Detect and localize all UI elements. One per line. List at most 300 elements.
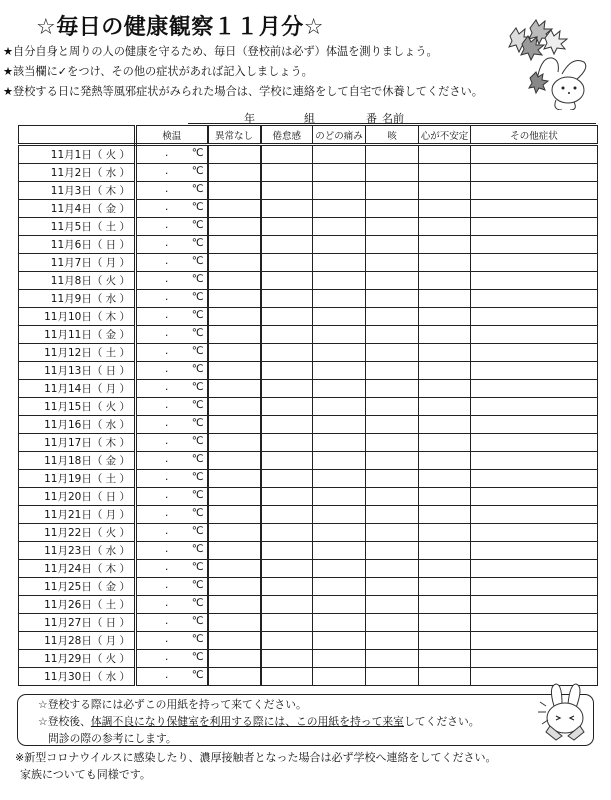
table-row bbox=[19, 344, 598, 362]
temperature-unit: ℃ bbox=[191, 399, 204, 411]
fatigue-cell[interactable] bbox=[261, 254, 313, 272]
unstable-mind-cell[interactable] bbox=[419, 254, 471, 272]
no-abnormality-cell[interactable] bbox=[208, 344, 261, 362]
fatigue-cell[interactable] bbox=[261, 272, 313, 290]
cough-cell[interactable] bbox=[366, 272, 419, 290]
other-symptoms-cell[interactable] bbox=[471, 326, 598, 344]
no-abnormality-cell[interactable] bbox=[208, 632, 261, 650]
no-abnormality-cell[interactable] bbox=[208, 362, 261, 380]
notice-line-3: 問診の際の参考にします。 bbox=[48, 732, 177, 745]
table-row bbox=[19, 632, 598, 650]
cough-cell[interactable] bbox=[366, 632, 419, 650]
temperature-unit: ℃ bbox=[191, 633, 204, 645]
temperature-unit: ℃ bbox=[191, 237, 204, 249]
unstable-mind-cell[interactable] bbox=[419, 164, 471, 182]
unstable-mind-cell[interactable] bbox=[419, 272, 471, 290]
temperature-cell[interactable] bbox=[136, 632, 208, 650]
other-symptoms-cell[interactable] bbox=[471, 145, 598, 164]
fatigue-cell[interactable] bbox=[261, 290, 313, 308]
no-abnormality-cell[interactable] bbox=[208, 182, 261, 200]
temperature-cell[interactable] bbox=[136, 398, 208, 416]
fatigue-cell[interactable] bbox=[261, 434, 313, 452]
fatigue-cell[interactable] bbox=[261, 452, 313, 470]
sore-throat-cell[interactable] bbox=[313, 506, 366, 524]
student-info-line bbox=[188, 111, 596, 124]
temperature-decimal-point: . bbox=[165, 273, 169, 285]
temperature-cell[interactable] bbox=[136, 614, 208, 632]
cough-cell[interactable] bbox=[366, 416, 419, 434]
cough-cell[interactable] bbox=[366, 218, 419, 236]
table-row bbox=[19, 380, 598, 398]
table-row bbox=[19, 560, 598, 578]
no-abnormality-cell[interactable] bbox=[208, 470, 261, 488]
temperature-decimal-point: . bbox=[165, 309, 169, 321]
fatigue-cell[interactable] bbox=[261, 164, 313, 182]
unstable-mind-cell[interactable] bbox=[419, 488, 471, 506]
cough-cell[interactable] bbox=[366, 362, 419, 380]
other-symptoms-cell[interactable] bbox=[471, 596, 598, 614]
other-symptoms-cell[interactable] bbox=[471, 182, 598, 200]
temperature-unit: ℃ bbox=[191, 345, 204, 357]
temperature-cell[interactable] bbox=[136, 524, 208, 542]
header-no-abnormality: 異常なし bbox=[208, 126, 261, 145]
unstable-mind-cell[interactable] bbox=[419, 650, 471, 668]
no-abnormality-cell[interactable] bbox=[208, 434, 261, 452]
row-date: 11月19日（ 土 ） bbox=[19, 470, 136, 488]
other-symptoms-cell[interactable] bbox=[471, 344, 598, 362]
other-symptoms-cell[interactable] bbox=[471, 200, 598, 218]
table-header-row bbox=[19, 126, 598, 145]
temperature-unit: ℃ bbox=[191, 489, 204, 501]
unstable-mind-cell[interactable] bbox=[419, 542, 471, 560]
no-abnormality-cell[interactable] bbox=[208, 668, 261, 686]
temperature-decimal-point: . bbox=[165, 597, 169, 609]
cough-cell[interactable] bbox=[366, 506, 419, 524]
cough-cell[interactable] bbox=[366, 236, 419, 254]
year-label: 年 bbox=[244, 112, 255, 125]
temperature-unit: ℃ bbox=[191, 363, 204, 375]
temperature-cell[interactable] bbox=[136, 362, 208, 380]
fatigue-cell[interactable] bbox=[261, 308, 313, 326]
temperature-unit: ℃ bbox=[191, 507, 204, 519]
row-date: 11月1日（ 火 ） bbox=[19, 145, 136, 164]
unstable-mind-cell[interactable] bbox=[419, 182, 471, 200]
sore-throat-cell[interactable] bbox=[313, 470, 366, 488]
other-symptoms-cell[interactable] bbox=[471, 470, 598, 488]
sore-throat-cell[interactable] bbox=[313, 542, 366, 560]
no-abnormality-cell[interactable] bbox=[208, 578, 261, 596]
header-sore-throat: のどの痛み bbox=[313, 126, 366, 145]
temperature-cell[interactable] bbox=[136, 200, 208, 218]
no-abnormality-cell[interactable] bbox=[208, 542, 261, 560]
fatigue-cell[interactable] bbox=[261, 470, 313, 488]
no-abnormality-cell[interactable] bbox=[208, 236, 261, 254]
unstable-mind-cell[interactable] bbox=[419, 398, 471, 416]
row-date: 11月17日（ 木 ） bbox=[19, 434, 136, 452]
sore-throat-cell[interactable] bbox=[313, 164, 366, 182]
cough-cell[interactable] bbox=[366, 578, 419, 596]
temperature-unit: ℃ bbox=[191, 273, 204, 285]
temperature-unit: ℃ bbox=[191, 543, 204, 555]
row-date: 11月18日（ 金 ） bbox=[19, 452, 136, 470]
other-symptoms-cell[interactable] bbox=[471, 362, 598, 380]
temperature-cell[interactable] bbox=[136, 596, 208, 614]
temperature-decimal-point: . bbox=[165, 579, 169, 591]
temperature-decimal-point: . bbox=[165, 219, 169, 231]
temperature-unit: ℃ bbox=[191, 291, 204, 303]
no-abnormality-cell[interactable] bbox=[208, 164, 261, 182]
temperature-cell[interactable] bbox=[136, 416, 208, 434]
unstable-mind-cell[interactable] bbox=[419, 145, 471, 164]
fatigue-cell[interactable] bbox=[261, 632, 313, 650]
table-row bbox=[19, 326, 598, 344]
table-row bbox=[19, 200, 598, 218]
temperature-decimal-point: . bbox=[165, 201, 169, 213]
sore-throat-cell[interactable] bbox=[313, 200, 366, 218]
temperature-cell[interactable] bbox=[136, 578, 208, 596]
temperature-unit: ℃ bbox=[191, 255, 204, 267]
sore-throat-cell[interactable] bbox=[313, 596, 366, 614]
cough-cell[interactable] bbox=[366, 290, 419, 308]
fatigue-cell[interactable] bbox=[261, 145, 313, 164]
cough-cell[interactable] bbox=[366, 650, 419, 668]
other-symptoms-cell[interactable] bbox=[471, 398, 598, 416]
fatigue-cell[interactable] bbox=[261, 650, 313, 668]
fatigue-cell[interactable] bbox=[261, 398, 313, 416]
sore-throat-cell[interactable] bbox=[313, 416, 366, 434]
fatigue-cell[interactable] bbox=[261, 326, 313, 344]
table-row bbox=[19, 290, 598, 308]
no-abnormality-cell[interactable] bbox=[208, 326, 261, 344]
notice-line-2 bbox=[38, 714, 480, 729]
temperature-cell[interactable] bbox=[136, 164, 208, 182]
unstable-mind-cell[interactable] bbox=[419, 344, 471, 362]
unstable-mind-cell[interactable] bbox=[419, 524, 471, 542]
fatigue-cell[interactable] bbox=[261, 596, 313, 614]
row-date: 11月13日（ 日 ） bbox=[19, 362, 136, 380]
temperature-decimal-point: . bbox=[165, 255, 169, 267]
cough-cell[interactable] bbox=[366, 560, 419, 578]
sore-throat-cell[interactable] bbox=[313, 272, 366, 290]
sore-throat-cell[interactable] bbox=[313, 380, 366, 398]
other-symptoms-cell[interactable] bbox=[471, 578, 598, 596]
cough-cell[interactable] bbox=[366, 145, 419, 164]
unstable-mind-cell[interactable] bbox=[419, 470, 471, 488]
sore-throat-cell[interactable] bbox=[313, 290, 366, 308]
temperature-cell[interactable] bbox=[136, 254, 208, 272]
cough-cell[interactable] bbox=[366, 398, 419, 416]
sore-throat-cell[interactable] bbox=[313, 452, 366, 470]
cough-cell[interactable] bbox=[366, 668, 419, 686]
unstable-mind-cell[interactable] bbox=[419, 200, 471, 218]
temperature-cell[interactable] bbox=[136, 308, 208, 326]
no-abnormality-cell[interactable] bbox=[208, 398, 261, 416]
sore-throat-cell[interactable] bbox=[313, 218, 366, 236]
sore-throat-cell[interactable] bbox=[313, 614, 366, 632]
table-row bbox=[19, 596, 598, 614]
temperature-cell[interactable] bbox=[136, 560, 208, 578]
table-row bbox=[19, 398, 598, 416]
footer-line-2: 家族についても同様です。 bbox=[20, 768, 151, 781]
other-symptoms-cell[interactable] bbox=[471, 218, 598, 236]
other-symptoms-cell[interactable] bbox=[471, 452, 598, 470]
cough-cell[interactable] bbox=[366, 164, 419, 182]
cough-cell[interactable] bbox=[366, 470, 419, 488]
unstable-mind-cell[interactable] bbox=[419, 578, 471, 596]
unstable-mind-cell[interactable] bbox=[419, 506, 471, 524]
fatigue-cell[interactable] bbox=[261, 236, 313, 254]
temperature-decimal-point: . bbox=[165, 327, 169, 339]
table-row bbox=[19, 650, 598, 668]
sore-throat-cell[interactable] bbox=[313, 488, 366, 506]
unstable-mind-cell[interactable] bbox=[419, 236, 471, 254]
cough-cell[interactable] bbox=[366, 452, 419, 470]
cough-cell[interactable] bbox=[366, 488, 419, 506]
fatigue-cell[interactable] bbox=[261, 200, 313, 218]
table-row bbox=[19, 164, 598, 182]
row-date: 11月22日（ 火 ） bbox=[19, 524, 136, 542]
unstable-mind-cell[interactable] bbox=[419, 452, 471, 470]
sore-throat-cell[interactable] bbox=[313, 182, 366, 200]
other-symptoms-cell[interactable] bbox=[471, 164, 598, 182]
temperature-unit: ℃ bbox=[191, 183, 204, 195]
temperature-cell[interactable] bbox=[136, 145, 208, 164]
temperature-cell[interactable] bbox=[136, 290, 208, 308]
row-date: 11月2日（ 水 ） bbox=[19, 164, 136, 182]
footer-line-1: ※新型コロナウイルスに感染したり、濃厚接触者となった場合は必ず学校へ連絡をしてください。 bbox=[15, 751, 497, 764]
temperature-cell[interactable] bbox=[136, 668, 208, 686]
rabbit-with-maple-leaves-icon bbox=[490, 14, 600, 110]
cough-cell[interactable] bbox=[366, 326, 419, 344]
other-symptoms-cell[interactable] bbox=[471, 506, 598, 524]
temperature-unit: ℃ bbox=[191, 615, 204, 627]
fatigue-cell[interactable] bbox=[261, 668, 313, 686]
table-row bbox=[19, 614, 598, 632]
unstable-mind-cell[interactable] bbox=[419, 614, 471, 632]
sore-throat-cell[interactable] bbox=[313, 578, 366, 596]
temperature-unit: ℃ bbox=[191, 669, 204, 681]
unstable-mind-cell[interactable] bbox=[419, 290, 471, 308]
table-row bbox=[19, 506, 598, 524]
fatigue-cell[interactable] bbox=[261, 560, 313, 578]
fatigue-cell[interactable] bbox=[261, 488, 313, 506]
cough-cell[interactable] bbox=[366, 200, 419, 218]
sore-throat-cell[interactable] bbox=[313, 668, 366, 686]
no-abnormality-cell[interactable] bbox=[208, 488, 261, 506]
no-abnormality-cell[interactable] bbox=[208, 272, 261, 290]
temperature-cell[interactable] bbox=[136, 218, 208, 236]
sore-throat-cell[interactable] bbox=[313, 362, 366, 380]
row-date: 11月29日（ 火 ） bbox=[19, 650, 136, 668]
fatigue-cell[interactable] bbox=[261, 614, 313, 632]
other-symptoms-cell[interactable] bbox=[471, 614, 598, 632]
temperature-unit: ℃ bbox=[191, 435, 204, 447]
cough-cell[interactable] bbox=[366, 542, 419, 560]
row-date: 11月15日（ 火 ） bbox=[19, 398, 136, 416]
unstable-mind-cell[interactable] bbox=[419, 434, 471, 452]
fatigue-cell[interactable] bbox=[261, 344, 313, 362]
sore-throat-cell[interactable] bbox=[313, 650, 366, 668]
no-abnormality-cell[interactable] bbox=[208, 308, 261, 326]
temperature-decimal-point: . bbox=[165, 345, 169, 357]
temperature-decimal-point: . bbox=[165, 669, 169, 681]
temperature-unit: ℃ bbox=[191, 309, 204, 321]
no-abnormality-cell[interactable] bbox=[208, 596, 261, 614]
temperature-unit: ℃ bbox=[191, 471, 204, 483]
temperature-decimal-point: . bbox=[165, 507, 169, 519]
fatigue-cell[interactable] bbox=[261, 218, 313, 236]
row-date: 11月9日（ 水 ） bbox=[19, 290, 136, 308]
temperature-decimal-point: . bbox=[165, 237, 169, 249]
temperature-unit: ℃ bbox=[191, 147, 204, 159]
sore-throat-cell[interactable] bbox=[313, 560, 366, 578]
fatigue-cell[interactable] bbox=[261, 578, 313, 596]
sore-throat-cell[interactable] bbox=[313, 344, 366, 362]
unstable-mind-cell[interactable] bbox=[419, 416, 471, 434]
unstable-mind-cell[interactable] bbox=[419, 326, 471, 344]
row-date: 11月4日（ 金 ） bbox=[19, 200, 136, 218]
fatigue-cell[interactable] bbox=[261, 416, 313, 434]
unstable-mind-cell[interactable] bbox=[419, 596, 471, 614]
sore-throat-cell[interactable] bbox=[313, 398, 366, 416]
cough-cell[interactable] bbox=[366, 434, 419, 452]
no-abnormality-cell[interactable] bbox=[208, 452, 261, 470]
temperature-cell[interactable] bbox=[136, 452, 208, 470]
notice-line-2-underlined: 体調不良になり保健室を利用する際には、この用紙を持って来室 bbox=[90, 715, 404, 728]
fatigue-cell[interactable] bbox=[261, 506, 313, 524]
temperature-cell[interactable] bbox=[136, 236, 208, 254]
row-date: 11月8日（ 火 ） bbox=[19, 272, 136, 290]
fatigue-cell[interactable] bbox=[261, 362, 313, 380]
no-abnormality-cell[interactable] bbox=[208, 290, 261, 308]
cough-cell[interactable] bbox=[366, 596, 419, 614]
temperature-cell[interactable] bbox=[136, 488, 208, 506]
fatigue-cell[interactable] bbox=[261, 380, 313, 398]
cough-cell[interactable] bbox=[366, 182, 419, 200]
row-date: 11月26日（ 土 ） bbox=[19, 596, 136, 614]
unstable-mind-cell[interactable] bbox=[419, 362, 471, 380]
other-symptoms-cell[interactable] bbox=[471, 380, 598, 398]
row-date: 11月27日（ 日 ） bbox=[19, 614, 136, 632]
temperature-cell[interactable] bbox=[136, 182, 208, 200]
no-abnormality-cell[interactable] bbox=[208, 218, 261, 236]
other-symptoms-cell[interactable] bbox=[471, 272, 598, 290]
temperature-decimal-point: . bbox=[165, 435, 169, 447]
table-row bbox=[19, 668, 598, 686]
table-row bbox=[19, 470, 598, 488]
fatigue-cell[interactable] bbox=[261, 182, 313, 200]
no-abnormality-cell[interactable] bbox=[208, 560, 261, 578]
table-row bbox=[19, 236, 598, 254]
other-symptoms-cell[interactable] bbox=[471, 524, 598, 542]
temperature-cell[interactable] bbox=[136, 650, 208, 668]
fatigue-cell[interactable] bbox=[261, 542, 313, 560]
sore-throat-cell[interactable] bbox=[313, 524, 366, 542]
unstable-mind-cell[interactable] bbox=[419, 308, 471, 326]
temperature-cell[interactable] bbox=[136, 434, 208, 452]
other-symptoms-cell[interactable] bbox=[471, 308, 598, 326]
cough-cell[interactable] bbox=[366, 524, 419, 542]
sore-throat-cell[interactable] bbox=[313, 434, 366, 452]
instruction-3: ★登校する日に発熱等風邪症状がみられた場合は、学校に連絡をして自宅で休養してください。 bbox=[3, 85, 483, 98]
other-symptoms-cell[interactable] bbox=[471, 254, 598, 272]
cough-cell[interactable] bbox=[366, 380, 419, 398]
cough-cell[interactable] bbox=[366, 254, 419, 272]
other-symptoms-cell[interactable] bbox=[471, 542, 598, 560]
temperature-decimal-point: . bbox=[165, 525, 169, 537]
no-abnormality-cell[interactable] bbox=[208, 650, 261, 668]
temperature-cell[interactable] bbox=[136, 380, 208, 398]
temperature-cell[interactable] bbox=[136, 272, 208, 290]
no-abnormality-cell[interactable] bbox=[208, 145, 261, 164]
other-symptoms-cell[interactable] bbox=[471, 632, 598, 650]
temperature-decimal-point: . bbox=[165, 417, 169, 429]
sore-throat-cell[interactable] bbox=[313, 308, 366, 326]
temperature-cell[interactable] bbox=[136, 470, 208, 488]
row-date: 11月25日（ 金 ） bbox=[19, 578, 136, 596]
no-abnormality-cell[interactable] bbox=[208, 416, 261, 434]
other-symptoms-cell[interactable] bbox=[471, 650, 598, 668]
no-abnormality-cell[interactable] bbox=[208, 506, 261, 524]
page-title: ☆毎日の健康観察１１月分☆ bbox=[36, 15, 324, 40]
other-symptoms-cell[interactable] bbox=[471, 290, 598, 308]
temperature-unit: ℃ bbox=[191, 525, 204, 537]
row-date: 11月24日（ 木 ） bbox=[19, 560, 136, 578]
temperature-decimal-point: . bbox=[165, 561, 169, 573]
cough-cell[interactable] bbox=[366, 344, 419, 362]
sore-throat-cell[interactable] bbox=[313, 632, 366, 650]
unstable-mind-cell[interactable] bbox=[419, 380, 471, 398]
table-row bbox=[19, 488, 598, 506]
unstable-mind-cell[interactable] bbox=[419, 560, 471, 578]
other-symptoms-cell[interactable] bbox=[471, 416, 598, 434]
other-symptoms-cell[interactable] bbox=[471, 488, 598, 506]
other-symptoms-cell[interactable] bbox=[471, 434, 598, 452]
temperature-cell[interactable] bbox=[136, 506, 208, 524]
row-date: 11月16日（ 水 ） bbox=[19, 416, 136, 434]
temperature-unit: ℃ bbox=[191, 579, 204, 591]
temperature-cell[interactable] bbox=[136, 344, 208, 362]
fatigue-cell[interactable] bbox=[261, 524, 313, 542]
table-row bbox=[19, 254, 598, 272]
no-abnormality-cell[interactable] bbox=[208, 254, 261, 272]
no-abnormality-cell[interactable] bbox=[208, 524, 261, 542]
no-abnormality-cell[interactable] bbox=[208, 380, 261, 398]
unstable-mind-cell[interactable] bbox=[419, 668, 471, 686]
other-symptoms-cell[interactable] bbox=[471, 236, 598, 254]
row-date: 11月21日（ 月 ） bbox=[19, 506, 136, 524]
temperature-decimal-point: . bbox=[165, 453, 169, 465]
unstable-mind-cell[interactable] bbox=[419, 218, 471, 236]
no-abnormality-cell[interactable] bbox=[208, 200, 261, 218]
other-symptoms-cell[interactable] bbox=[471, 560, 598, 578]
unstable-mind-cell[interactable] bbox=[419, 632, 471, 650]
temperature-decimal-point: . bbox=[165, 183, 169, 195]
header-temperature: 検温 bbox=[136, 126, 208, 145]
sore-throat-cell[interactable] bbox=[313, 326, 366, 344]
cough-cell[interactable] bbox=[366, 308, 419, 326]
temperature-unit: ℃ bbox=[191, 651, 204, 663]
sore-throat-cell[interactable] bbox=[313, 254, 366, 272]
sore-throat-cell[interactable] bbox=[313, 145, 366, 164]
temperature-cell[interactable] bbox=[136, 326, 208, 344]
cough-cell[interactable] bbox=[366, 614, 419, 632]
temperature-cell[interactable] bbox=[136, 542, 208, 560]
sore-throat-cell[interactable] bbox=[313, 236, 366, 254]
header-cough: 咳 bbox=[366, 126, 419, 145]
health-check-table bbox=[18, 125, 598, 686]
no-abnormality-cell[interactable] bbox=[208, 614, 261, 632]
